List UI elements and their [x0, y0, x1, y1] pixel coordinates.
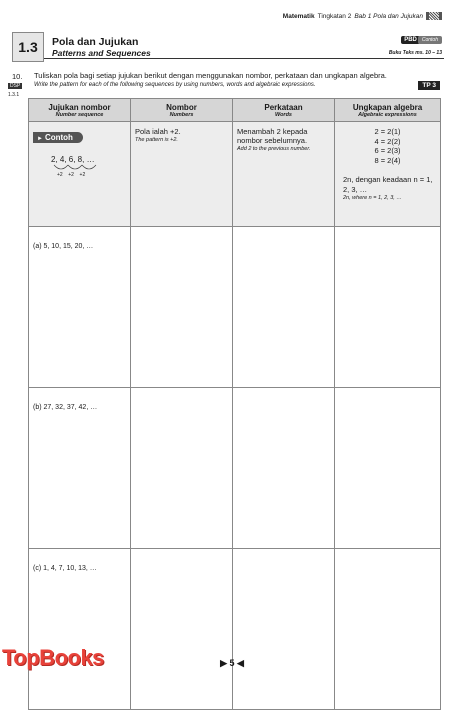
- algebra-condition-en: 2n, where n = 1, 2, 3, …: [343, 195, 402, 201]
- arrow-left-icon: ◀: [234, 658, 244, 668]
- header-subject: Matematik: [282, 12, 315, 20]
- row-a-words[interactable]: [233, 227, 335, 388]
- pbd-label: PBD: [401, 36, 420, 44]
- page-number: ▶ 5 ◀: [220, 658, 244, 668]
- table-row: [29, 549, 441, 710]
- play-icon: ►: [37, 136, 43, 142]
- table-row: [29, 388, 441, 549]
- header-chapter: Bab 1 Pola dan Jujukan: [354, 12, 423, 20]
- algebra-line: 6 = 2(3): [374, 146, 401, 155]
- header-words: Perkataan Words: [233, 99, 335, 122]
- question-text-en: Write the pattern for each of the following sequences by using numbers, words and algebraic expressions.: [34, 82, 316, 88]
- algebra-line: 4 = 2(2): [374, 136, 401, 146]
- example-words-ms: Menambah 2 kepada nombor sebelumnya.: [237, 127, 308, 145]
- algebra-line: 2 = 2(1): [374, 127, 401, 136]
- pbd-sub: Contoh: [418, 36, 442, 44]
- row-c-algebraic[interactable]: [335, 549, 441, 710]
- row-c-numbers[interactable]: [131, 549, 233, 710]
- arrow-right-icon: ▶: [220, 658, 230, 668]
- book-reference: Buku Teks ms. 10 – 13: [388, 50, 442, 56]
- example-sequence: 2, 4, 6, 8, …: [51, 155, 95, 164]
- row-b-algebraic[interactable]: [335, 388, 441, 549]
- header-form: Tingkatan 2: [317, 12, 352, 20]
- row-a-algebraic[interactable]: [335, 227, 441, 388]
- jump-label: +2: [57, 172, 63, 178]
- example-numbers-ms: Pola ialah +2.: [135, 127, 181, 136]
- algebra-condition: 2n, dengan keadaan n = 1, 2, 3, …: [343, 175, 433, 194]
- example-words-en: Add 2 to the previous number.: [237, 146, 311, 152]
- row-b-sequence: (b) 27, 32, 37, 42, …: [29, 388, 131, 549]
- section-subtitle: Patterns and Sequences: [52, 48, 151, 58]
- section-number: 1.3: [12, 32, 44, 62]
- jump-label: +2: [79, 172, 86, 178]
- pattern-table: [28, 98, 441, 710]
- row-b-numbers[interactable]: [131, 388, 233, 549]
- header-numbers: Nombor Numbers: [131, 99, 233, 122]
- example-badge: ► Contoh: [33, 132, 83, 143]
- table-row: [29, 227, 441, 388]
- header-algebraic: Ungkapan algebra Algebraic expressions: [335, 99, 441, 122]
- row-c-words[interactable]: [233, 549, 335, 710]
- section-divider: [44, 58, 444, 59]
- algebra-line: 8 = 2(4): [374, 155, 401, 165]
- row-a-numbers[interactable]: [131, 227, 233, 388]
- example-row: [29, 122, 441, 227]
- row-c-sequence: (c) 1, 4, 7, 10, 13, …: [29, 549, 131, 710]
- jump-label: +2: [68, 172, 74, 178]
- question-number: 10.: [12, 72, 23, 81]
- question-text-ms: Tuliskan pola bagi setiap jujukan berikut dengan menggunakan nombor, perkataan dan ungkapan algebra.: [34, 71, 387, 80]
- example-sequence-cell: [29, 122, 131, 227]
- tp-badge: TP 3: [418, 81, 440, 90]
- example-numbers-en: The pattern is +2.: [135, 137, 178, 143]
- pbd-badge: [401, 36, 442, 44]
- topbooks-logo: TopBooks: [2, 645, 104, 670]
- section-title: Pola dan Jujukan: [52, 36, 139, 48]
- example-algebraic-cell: [335, 122, 441, 227]
- header-sequence: Jujukan nombor Number sequence: [29, 99, 131, 122]
- book-icon: [426, 12, 442, 20]
- example-numbers-cell: [131, 122, 233, 227]
- dsp-code: 1.3.1: [8, 92, 20, 98]
- running-header: [283, 12, 442, 20]
- dsp-badge: DSP: [10, 83, 21, 89]
- row-b-words[interactable]: [233, 388, 335, 549]
- table-header-row: [29, 99, 441, 122]
- row-a-sequence: (a) 5, 10, 15, 20, …: [29, 227, 131, 388]
- example-words-cell: [233, 122, 335, 227]
